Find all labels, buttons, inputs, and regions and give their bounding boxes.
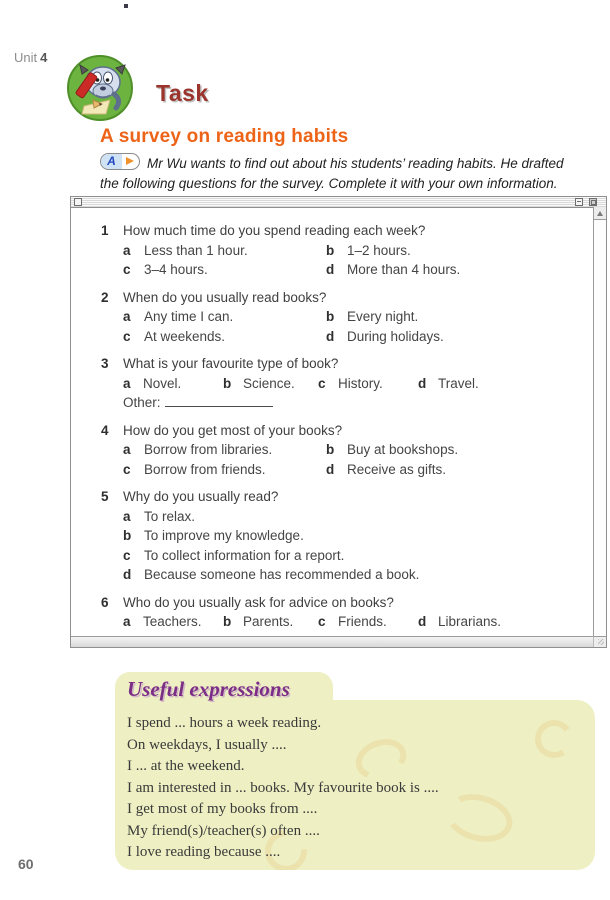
question-text: When do you usually read books?: [123, 289, 327, 305]
resize-grip-icon[interactable]: [593, 636, 606, 647]
survey-question-3: [101, 354, 587, 413]
question-text: Who do you usually ask for advice on books?: [123, 594, 394, 610]
option-c: c History.: [318, 375, 383, 391]
expression-line: I love reading because ....: [127, 844, 281, 860]
page-number: 60: [18, 856, 34, 872]
question-number: 2: [101, 289, 109, 305]
horizontal-scrollbar[interactable]: [71, 636, 593, 647]
expression-line: I ... at the weekend.: [127, 758, 245, 774]
unit-number: 4: [40, 50, 48, 65]
question-number: 5: [101, 489, 109, 504]
option-a: a Teachers.: [123, 614, 202, 629]
option-d: d During holidays.: [326, 328, 444, 344]
window-zoom-box[interactable]: [589, 198, 597, 206]
print-speck: [124, 4, 128, 8]
scroll-up-button[interactable]: [594, 207, 606, 220]
survey-question-5: [101, 487, 587, 585]
option-c: c Friends.: [318, 614, 387, 629]
expression-line: On weekdays, I usually ....: [127, 736, 287, 753]
option-c: c 3–4 hours.: [123, 262, 208, 277]
task-heading: Task: [156, 80, 209, 106]
unit-label: [14, 50, 47, 65]
expression-line: I spend ... hours a week reading.: [127, 715, 322, 731]
scroll-up-icon: [597, 211, 603, 216]
survey-question-4: [101, 421, 587, 480]
instruction-paragraph: [100, 151, 582, 194]
option-a: a To relax.: [123, 508, 196, 524]
survey-window: [70, 196, 607, 648]
option-a: a Novel.: [123, 375, 182, 391]
question-text: What is your favourite type of book?: [123, 356, 339, 371]
question-number: 3: [101, 356, 109, 371]
useful-expressions-body: [115, 700, 595, 870]
part-a-badge: [100, 153, 140, 170]
survey-content: [71, 207, 593, 636]
useful-expressions-title: Useful expressions: [127, 677, 290, 701]
option-d: d Because someone has recommended a book.: [123, 567, 420, 582]
survey-question-2: [101, 288, 587, 347]
option-d: d More than 4 hours.: [326, 262, 461, 277]
expression-line: I get most of my books from ....: [127, 801, 318, 817]
window-close-box[interactable]: [74, 198, 82, 206]
option-a: a Borrow from libraries.: [123, 442, 273, 457]
option-d: d Receive as gifts.: [326, 461, 447, 477]
option-c: c Borrow from friends.: [123, 461, 266, 477]
badge-letter: A: [101, 154, 122, 169]
option-b: b Every night.: [326, 309, 419, 324]
expression-line: My friend(s)/teacher(s) often ....: [127, 822, 320, 839]
window-collapse-box[interactable]: [575, 198, 583, 206]
option-a: a Any time I can.: [123, 309, 234, 324]
other-blank-line: [165, 393, 273, 407]
option-a: a Less than 1 hour.: [123, 242, 248, 258]
question-text: Why do you usually read?: [123, 489, 279, 504]
option-b: b Buy at bookshops.: [326, 442, 459, 457]
play-arrow-icon: [126, 157, 134, 165]
option-c: c To collect information for a report.: [123, 547, 345, 563]
option-c: c At weekends.: [123, 328, 226, 344]
question-text: How much time do you spend reading each week?: [123, 223, 426, 238]
question-number: 1: [101, 223, 109, 238]
vertical-scrollbar[interactable]: [593, 207, 606, 636]
survey-question-6: [101, 593, 587, 632]
task-dog-icon: [66, 54, 134, 122]
option-d: d Travel.: [418, 375, 479, 391]
expression-line: I am interested in ... books. My favourite book is ....: [127, 779, 439, 796]
other-fill-in: Other:: [123, 393, 587, 413]
option-b: b 1–2 hours.: [326, 242, 411, 258]
option-b: b Parents.: [223, 614, 294, 629]
question-number: 4: [101, 422, 109, 438]
option-b: b Science.: [223, 375, 295, 391]
question-number: 6: [101, 594, 109, 610]
unit-word: Unit: [14, 50, 38, 65]
question-text: How do you get most of your books?: [123, 422, 343, 438]
survey-question-1: [101, 221, 587, 280]
useful-expressions-box: [115, 672, 595, 870]
option-d: d Librarians.: [418, 614, 502, 629]
section-title: A survey on reading habits: [100, 126, 349, 147]
option-b: b To improve my knowledge.: [123, 528, 304, 543]
instruction-text: Mr Wu wants to find out about his students’ reading habits. He drafted the following questions for the survey. Complete it with your own information.: [100, 156, 564, 191]
